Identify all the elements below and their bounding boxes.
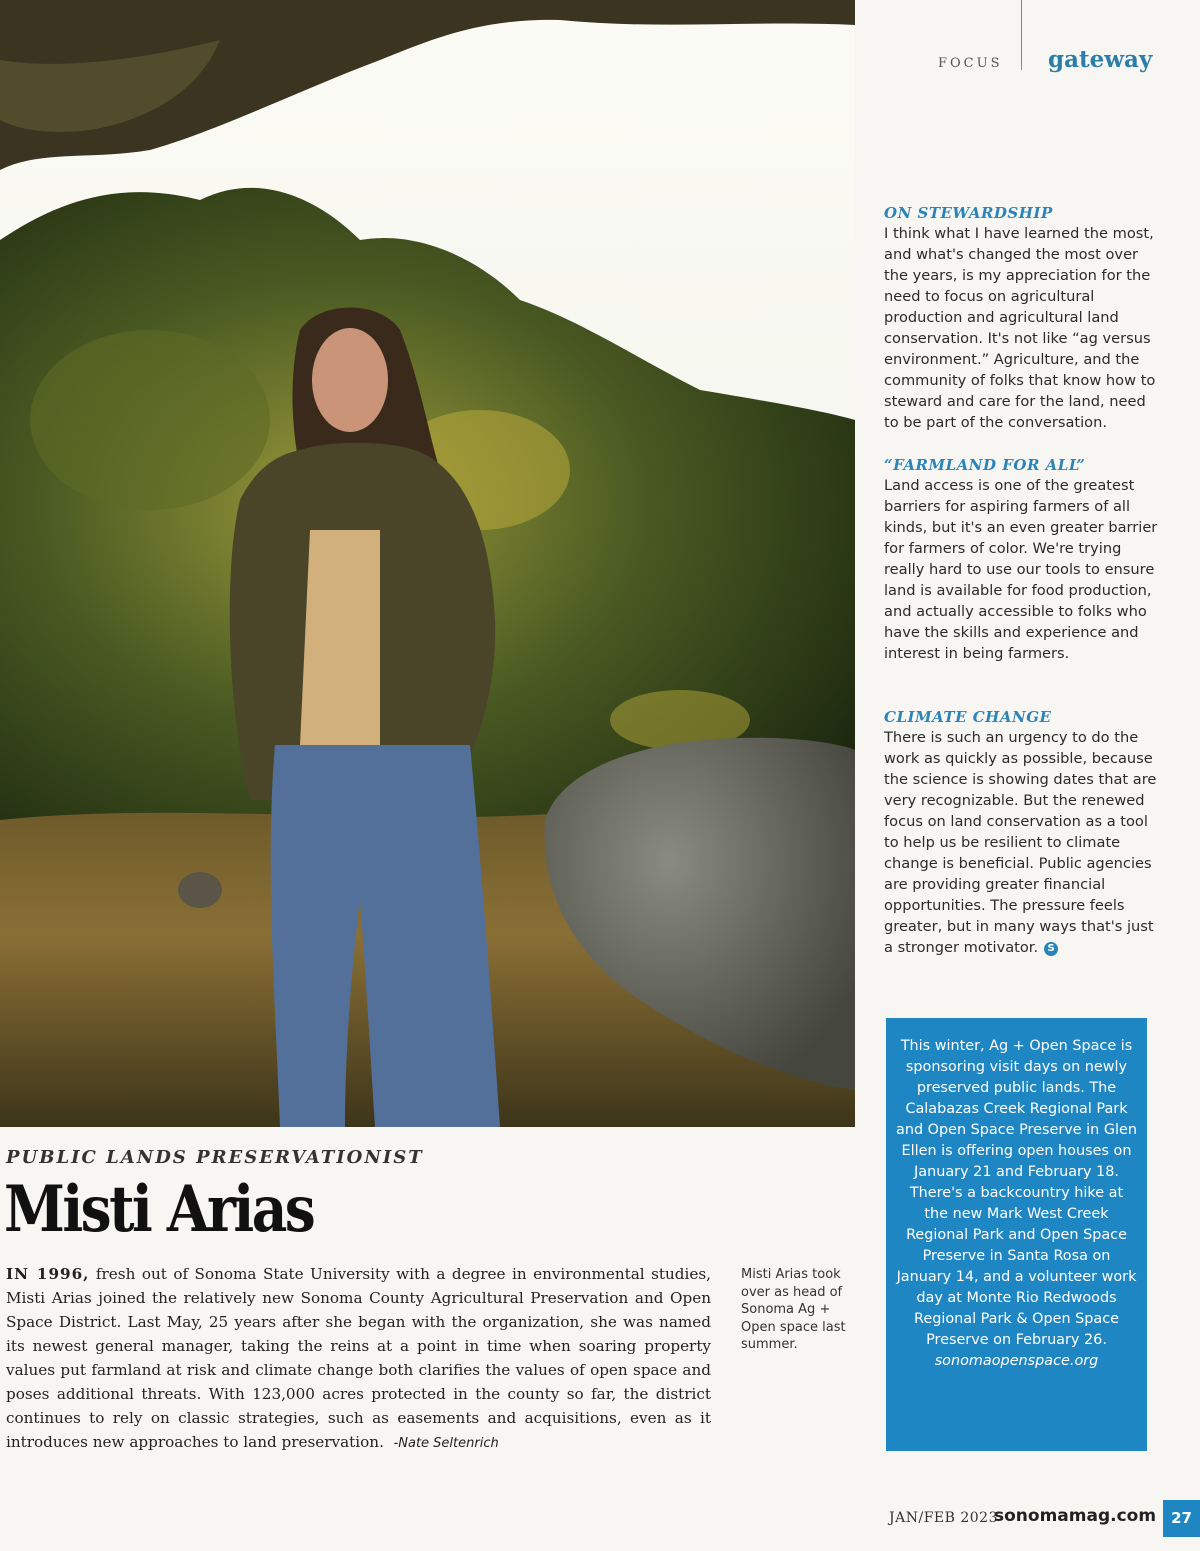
end-mark-icon: S (1044, 942, 1058, 956)
events-url[interactable]: sonomaopenspace.org (934, 1353, 1099, 1369)
qa-farmland (884, 456, 1159, 664)
site-url[interactable]: sonomamag.com (994, 1506, 1157, 1526)
article-title: Misti Arias (4, 1172, 314, 1247)
qa-climate (884, 708, 1159, 958)
qa-text-wrap (884, 727, 1159, 958)
qa-stewardship (884, 204, 1159, 433)
article-text: fresh out of Sonoma State University with a degree in environmental studies, Misti Arias joined the relatively new Sonoma County Agricultural Preservation and Open Space District. Last May, 25 years after she began with the organization, she was named its newest general manager, taking the reins at a point in time when soaring property values put farmland at risk and climate change both clarifies the values of open space and poses additional threats. With 123,000 acres protected in the county so far, the district continues to rely on classic strategies, such as easements and acquisitions, even as it introduces new approaches to land preservation. (6, 1265, 711, 1451)
article-kicker: PUBLIC LANDS PRESERVATIONIST (6, 1147, 424, 1168)
events-box (886, 1018, 1147, 1451)
photo-caption: Misti Arias took over as head of Sonoma Ag + Open space last summer. (741, 1267, 846, 1352)
qa-heading: “FARMLAND FOR ALL” (884, 456, 1086, 474)
page-number: 27 (1163, 1500, 1200, 1537)
qa-heading: ON STEWARDSHIP (884, 204, 1053, 222)
article-lead: IN 1996, (6, 1265, 90, 1283)
issue-date: JAN/FEB 2023 (889, 1510, 998, 1526)
qa-text: I think what I have learned the most, and what's changed the most over the years, is my appreciation for the need to focus on agricultural production and agricultural land conservation. It's not like “ag versus environment.” Agriculture, and the community of folks that know how to steward and care for the land, need to be part of the conversation. (884, 225, 1156, 431)
section-label: FOCUS (938, 56, 1003, 71)
events-text: This winter, Ag + Open Space is sponsoring visit days on newly preserved public lands. The Calabazas Creek Regional Park and Open Space Preserve in Glen Ellen is offering open houses on January 21 and February 18. There's a backcountry hike at the new Mark West Creek Regional Park and Open Space Preserve in Santa Rosa on January 14, and a volunteer work day at Monte Rio Redwoods Regional Park & Open Space Preserve on February 26. (896, 1038, 1137, 1348)
section-brand: gateway (1048, 46, 1153, 73)
header-divider (1021, 0, 1022, 70)
article-body (6, 1262, 711, 1456)
qa-text: Land access is one of the greatest barriers for aspiring farmers of all kinds, but it's an even greater barrier for farmers of color. We're trying really hard to use our tools to ensure land is available for food production, and actually accessible to folks who have the skills and experience and interest in being farmers. (884, 477, 1158, 662)
article-byline: -Nate Seltenrich (393, 1436, 499, 1451)
qa-heading: CLIMATE CHANGE (884, 708, 1052, 726)
qa-text: There is such an urgency to do the work as quickly as possible, because the science is showing dates that are very recognizable. But the renewed focus on land conservation as a tool to help us be resilient to climate change is beneficial. Public agencies are providing greater financial opportunities. The pressure feels greater, but in many ways that's just a stronger motivator. (884, 729, 1157, 956)
